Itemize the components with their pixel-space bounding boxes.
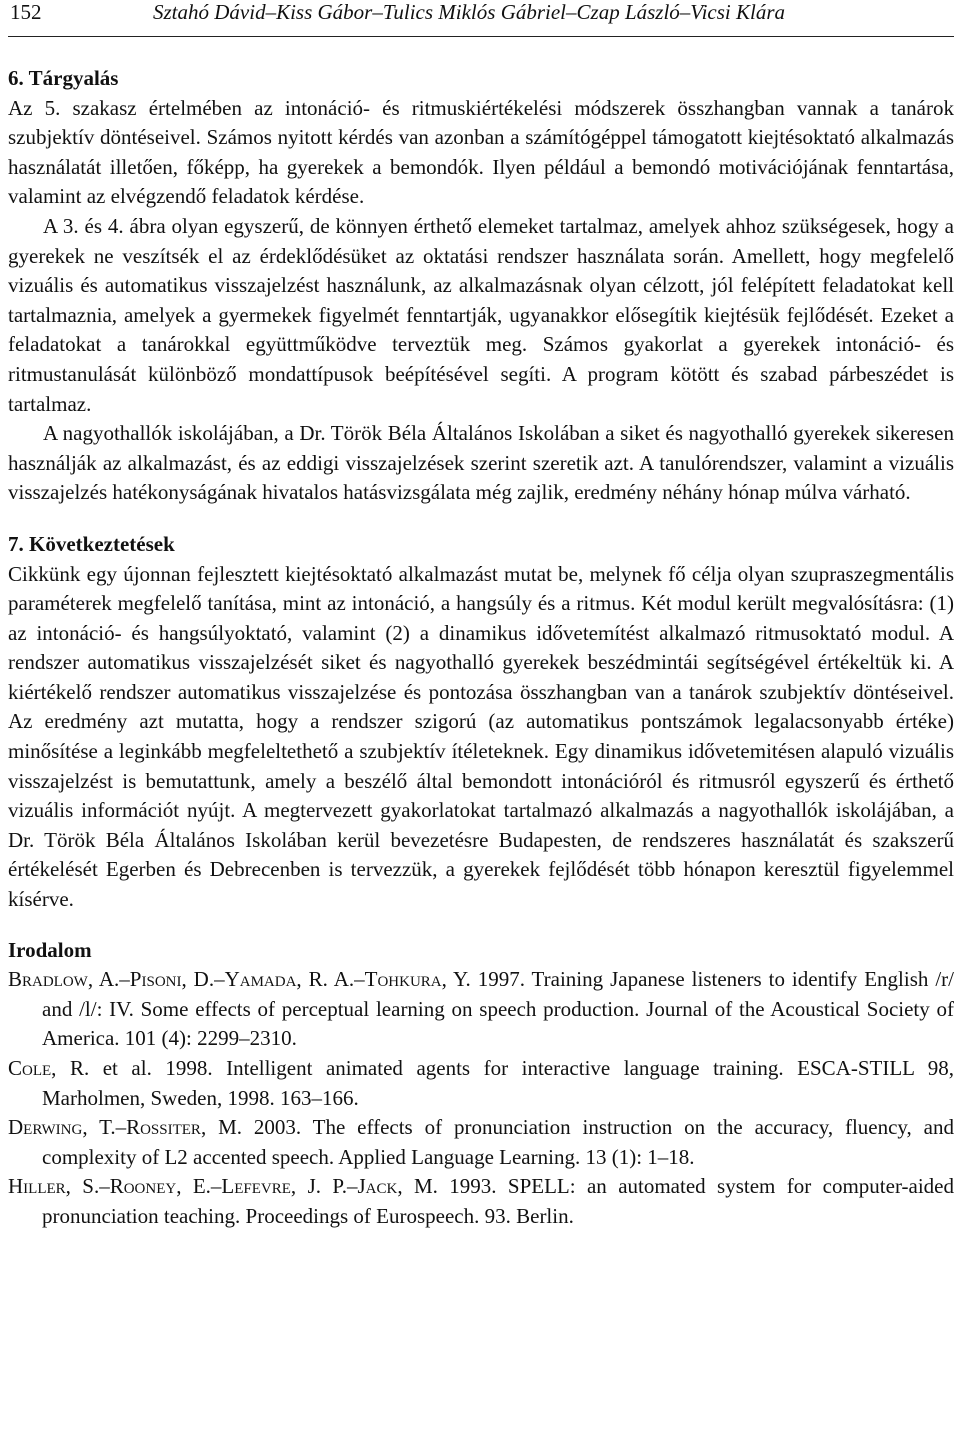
section-6-title: 6. Tárgyalás [8,66,119,90]
reference-list [8,965,954,1231]
reference-item [8,1113,954,1172]
reference-authors: Derwing, T.–Rossiter, M. [8,1115,242,1140]
reference-authors: Cole, R. [8,1056,90,1080]
section-7-paragraph: Cikkünk egy újonnan fejlesztett kiejtésoktató alkalmazást mutat be, melynek fő célja olyan szupraszegmentális paraméterek megfelelő tanítása, mint az intonáció, a hangsúly és a ritmus. Két modul került megvalósításra: (1) az intonáció- és hangsúlyoktató, valamint (2) a dinamikus idővetemítést alkalmazó ritmusoktató modul. A rendszer automatikus visszajelzését siket és nagyothalló gyerekek beszédmintái segítségével értékeltük ki. A kiértékelő rendszer automatikus visszajelzése és pontozása összhangban van a tanárok szubjektív döntéseivel. Az eredmény azt mutatta, hogy a rendszer szigorú (az automatikus pontszámok legalacsonyabb értéke) minősítése a leginkább megfeleltethető a szubjektív ítéleteknek. Egy dinamikus idővetemitésen alapuló vizuális visszajelzést is bemutattunk, amely a beszélő által bemondott intonációról és ritmusról egyszerű és érthető vizuális információt nyújt. A megtervezett gyakorlatokat tartalmazó alkalmazás a nagyothallók iskolájában, a Dr. Török Béla Általános Iskolában kerül bevezetésre Budapesten, de rendszeres használatát és szakszerű értékelését Egerben és Debrecenben is tervezzük, a gyerekek fejlődését több hónapon keresztül figyelemmel kísérve. [8,561,954,912]
section-7-title: 7. Következtetések [8,531,175,556]
reference-item [8,1054,954,1113]
section-6-paragraph-2: A 3. és 4. ábra olyan egyszerű, de könnyen érthető elemeket tartalmaz, amelyek ahhoz szükségesek, hogy a gyerekek ne veszítsék el az érdeklődésüket az oktatási rendszer használata során. Amellett, hogy megfelelő vizuális és automatikus visszajelzést használunk, az alkalmazásnak olyan célzott, jól felépített feladatokat kell tartalmaznia, amelyek a gyermekek figyelmét fenntartják, ugyanakkor elősegítik kiejtésük fejlődését. Ezeket a feladatokat a tanárokkal együttműködve terveztük meg. Számos gyakorlat a gyerekek intonáció- és ritmustanulását különböző mondattípusok beépítésével segíti. A program kötött és szabad párbeszédet is tartalmaz. [8,213,954,416]
reference-authors: Hiller, S.–Rooney, E.–Lefevre, J. P.–Jack, M. [8,1174,438,1199]
header-authors: Sztahó Dávid–Kiss Gábor–Tulics Miklós Gábriel–Czap László–Vicsi Klára [153,0,785,24]
running-header [8,0,954,38]
reference-item [8,1172,954,1231]
reference-authors: Bradlow, A.–Pisoni, D.–Yamada, R. A.–Tohkura, Y. [8,967,471,992]
reference-text: 1997. Training Japanese listeners to identify English /r/ and /l/: IV. Some effects of perceptual learning on speech production. Journal of the Acoustical Society of America. 101 (4): 2299–2310. [42,967,954,1051]
references-title: Irodalom [8,937,92,962]
reference-text: 2003. The effects of pronunciation instruction on the accuracy, fluency, and complexity of L2 accented speech. Applied Language Learning. 13 (1): 1–18. [42,1115,955,1169]
section-6-paragraph-1: Az 5. szakasz értelmében az intonáció- és ritmuskiértékelési módszerek összhangban vannak a tanárok szubjektív döntéseivel. Számos nyitott kérdés van azonban a számítógéppel támogatott kiejtésoktató alkalmazás használatát illetően, főképp, ha gyerekek a bemondók. Ilyen például a bemondó motivációjának fenntartása, valamint az elvégzendő feladatok kérdése. [8,95,954,209]
header-rule [8,36,954,37]
reference-text: 1993. SPELL: an automated system for computer-aided pronunciation teaching. Proceedings of Eurospeech. 93. Berlin. [42,1174,954,1228]
reference-item [8,965,954,1054]
reference-text: et al. 1998. Intelligent animated agents for interactive language training. ESCA-STILL 98, Marholmen, Sweden, 1998. 163–166. [42,1056,955,1110]
section-6-paragraph-3: A nagyothallók iskolájában, a Dr. Török Béla Általános Iskolában a siket és nagyothalló gyerekek sikeresen használják az alkalmazást, és az eddigi visszajelzések szerint szeretik azt. A tanulórendszer, valamint a vizuális visszajelzés hatékonyságának hivatalos hatásvizsgálata még zajlik, eredmény néhány hónap múlva várható. [8,421,954,505]
page-number: 152 [10,0,42,24]
